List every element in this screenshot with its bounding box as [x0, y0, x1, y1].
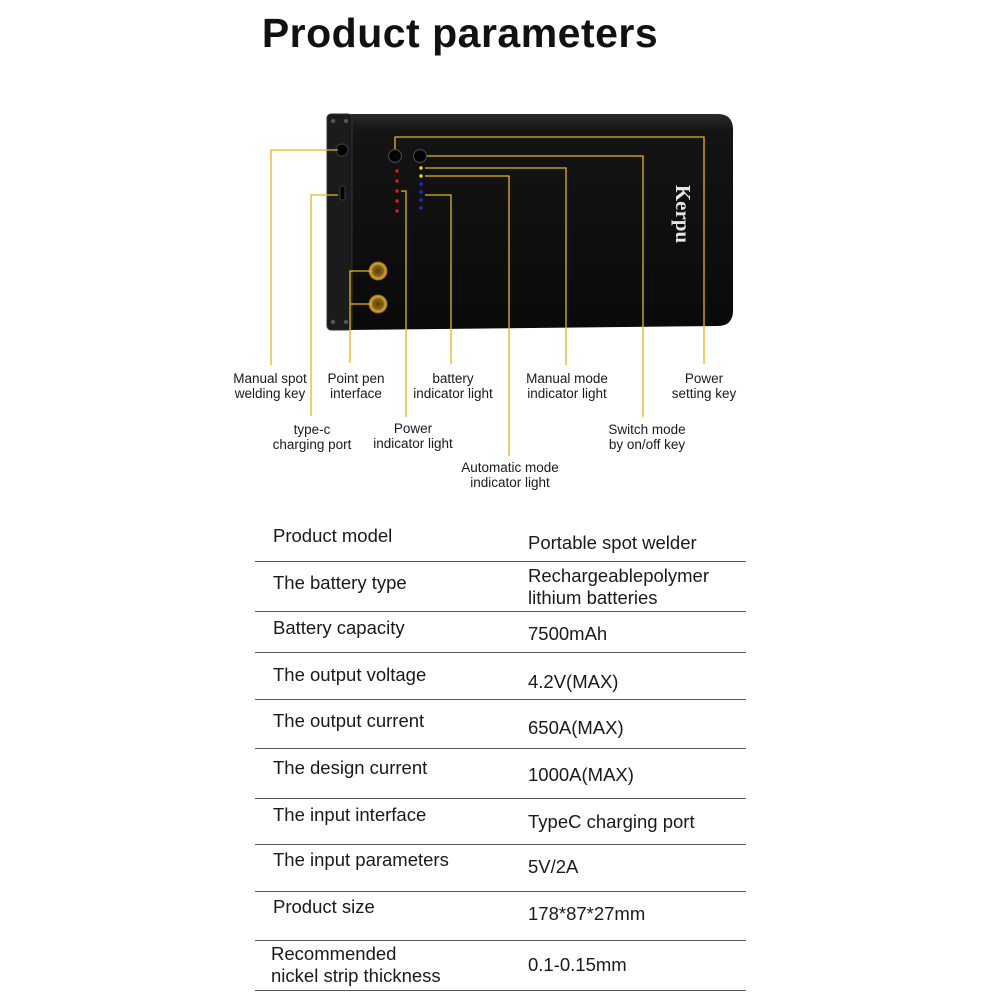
spec-value: 5V/2A	[528, 856, 579, 877]
battery-led-icon	[419, 198, 422, 201]
callout-power-indicator-light: Power indicator light	[373, 421, 453, 451]
spec-value: 1000A(MAX)	[528, 764, 634, 785]
spec-value: TypeC charging port	[528, 811, 695, 832]
callout-manual-mode-indicator-light: Manual mode indicator light	[526, 371, 608, 401]
screw-icon	[331, 119, 335, 123]
battery-led-icon	[419, 190, 422, 193]
callout-automatic-mode-indicator-light: Automatic mode indicator light	[461, 460, 559, 490]
spec-key: Battery capacity	[273, 617, 405, 638]
callout-type-c-charging-port: type-c charging port	[272, 422, 352, 452]
manual-mode-led-icon	[419, 166, 422, 169]
table-row	[255, 561, 746, 612]
spec-value: 7500mAh	[528, 623, 608, 644]
callout-switch-mode-key: Switch mode by on/off key	[608, 422, 686, 452]
battery-led-icon	[419, 206, 422, 209]
power-led-icon	[395, 169, 398, 172]
spec-value: 178*87*27mm	[528, 903, 646, 924]
battery-led-icon	[419, 182, 422, 185]
spec-key: The output voltage	[273, 664, 427, 685]
spec-value: Rechargeablepolymer lithium batteries	[528, 565, 709, 608]
table-row	[255, 940, 746, 991]
screw-icon	[344, 320, 348, 324]
brand-logo: Kerpu	[671, 184, 695, 244]
screw-icon	[331, 320, 335, 324]
welder-device	[327, 114, 733, 330]
spec-key: Recommended nickel strip thickness	[271, 943, 441, 986]
spec-value: 650A(MAX)	[528, 717, 624, 738]
table-row	[255, 798, 746, 845]
spec-key: Product model	[273, 525, 393, 546]
spec-value: 4.2V(MAX)	[528, 671, 619, 692]
power-led-icon	[395, 189, 398, 192]
callout-power-setting-key: Power setting key	[671, 371, 737, 401]
screw-icon	[344, 119, 348, 123]
power-led-icon	[395, 209, 398, 212]
table-row	[255, 699, 746, 749]
table-row	[255, 891, 746, 941]
power-led-icon	[395, 179, 398, 182]
spec-key: The battery type	[273, 572, 407, 593]
spec-value: 0.1-0.15mm	[528, 954, 627, 975]
table-row	[255, 844, 746, 892]
spec-key: The input interface	[273, 804, 427, 825]
type-c-port	[340, 186, 345, 200]
spec-key: The output current	[273, 710, 425, 731]
callout-battery-indicator-light: battery indicator light	[413, 371, 493, 401]
table-row	[255, 652, 746, 700]
power-led-icon	[395, 199, 398, 202]
switch-mode-key	[389, 150, 402, 163]
automatic-mode-led-icon	[419, 174, 422, 177]
spec-key: Product size	[273, 896, 375, 917]
table-row	[255, 514, 746, 562]
table-row	[255, 611, 746, 653]
spec-key: The design current	[273, 757, 428, 778]
power-setting-key	[414, 150, 427, 163]
callout-point-pen-interface: Point pen interface	[327, 371, 385, 401]
spec-key: The input parameters	[273, 849, 449, 870]
table-row	[255, 748, 746, 799]
callout-manual-spot-welding-key: Manual spot welding key	[233, 371, 307, 401]
page-title: Product parameters	[261, 10, 659, 56]
spec-value: Portable spot welder	[528, 532, 697, 553]
